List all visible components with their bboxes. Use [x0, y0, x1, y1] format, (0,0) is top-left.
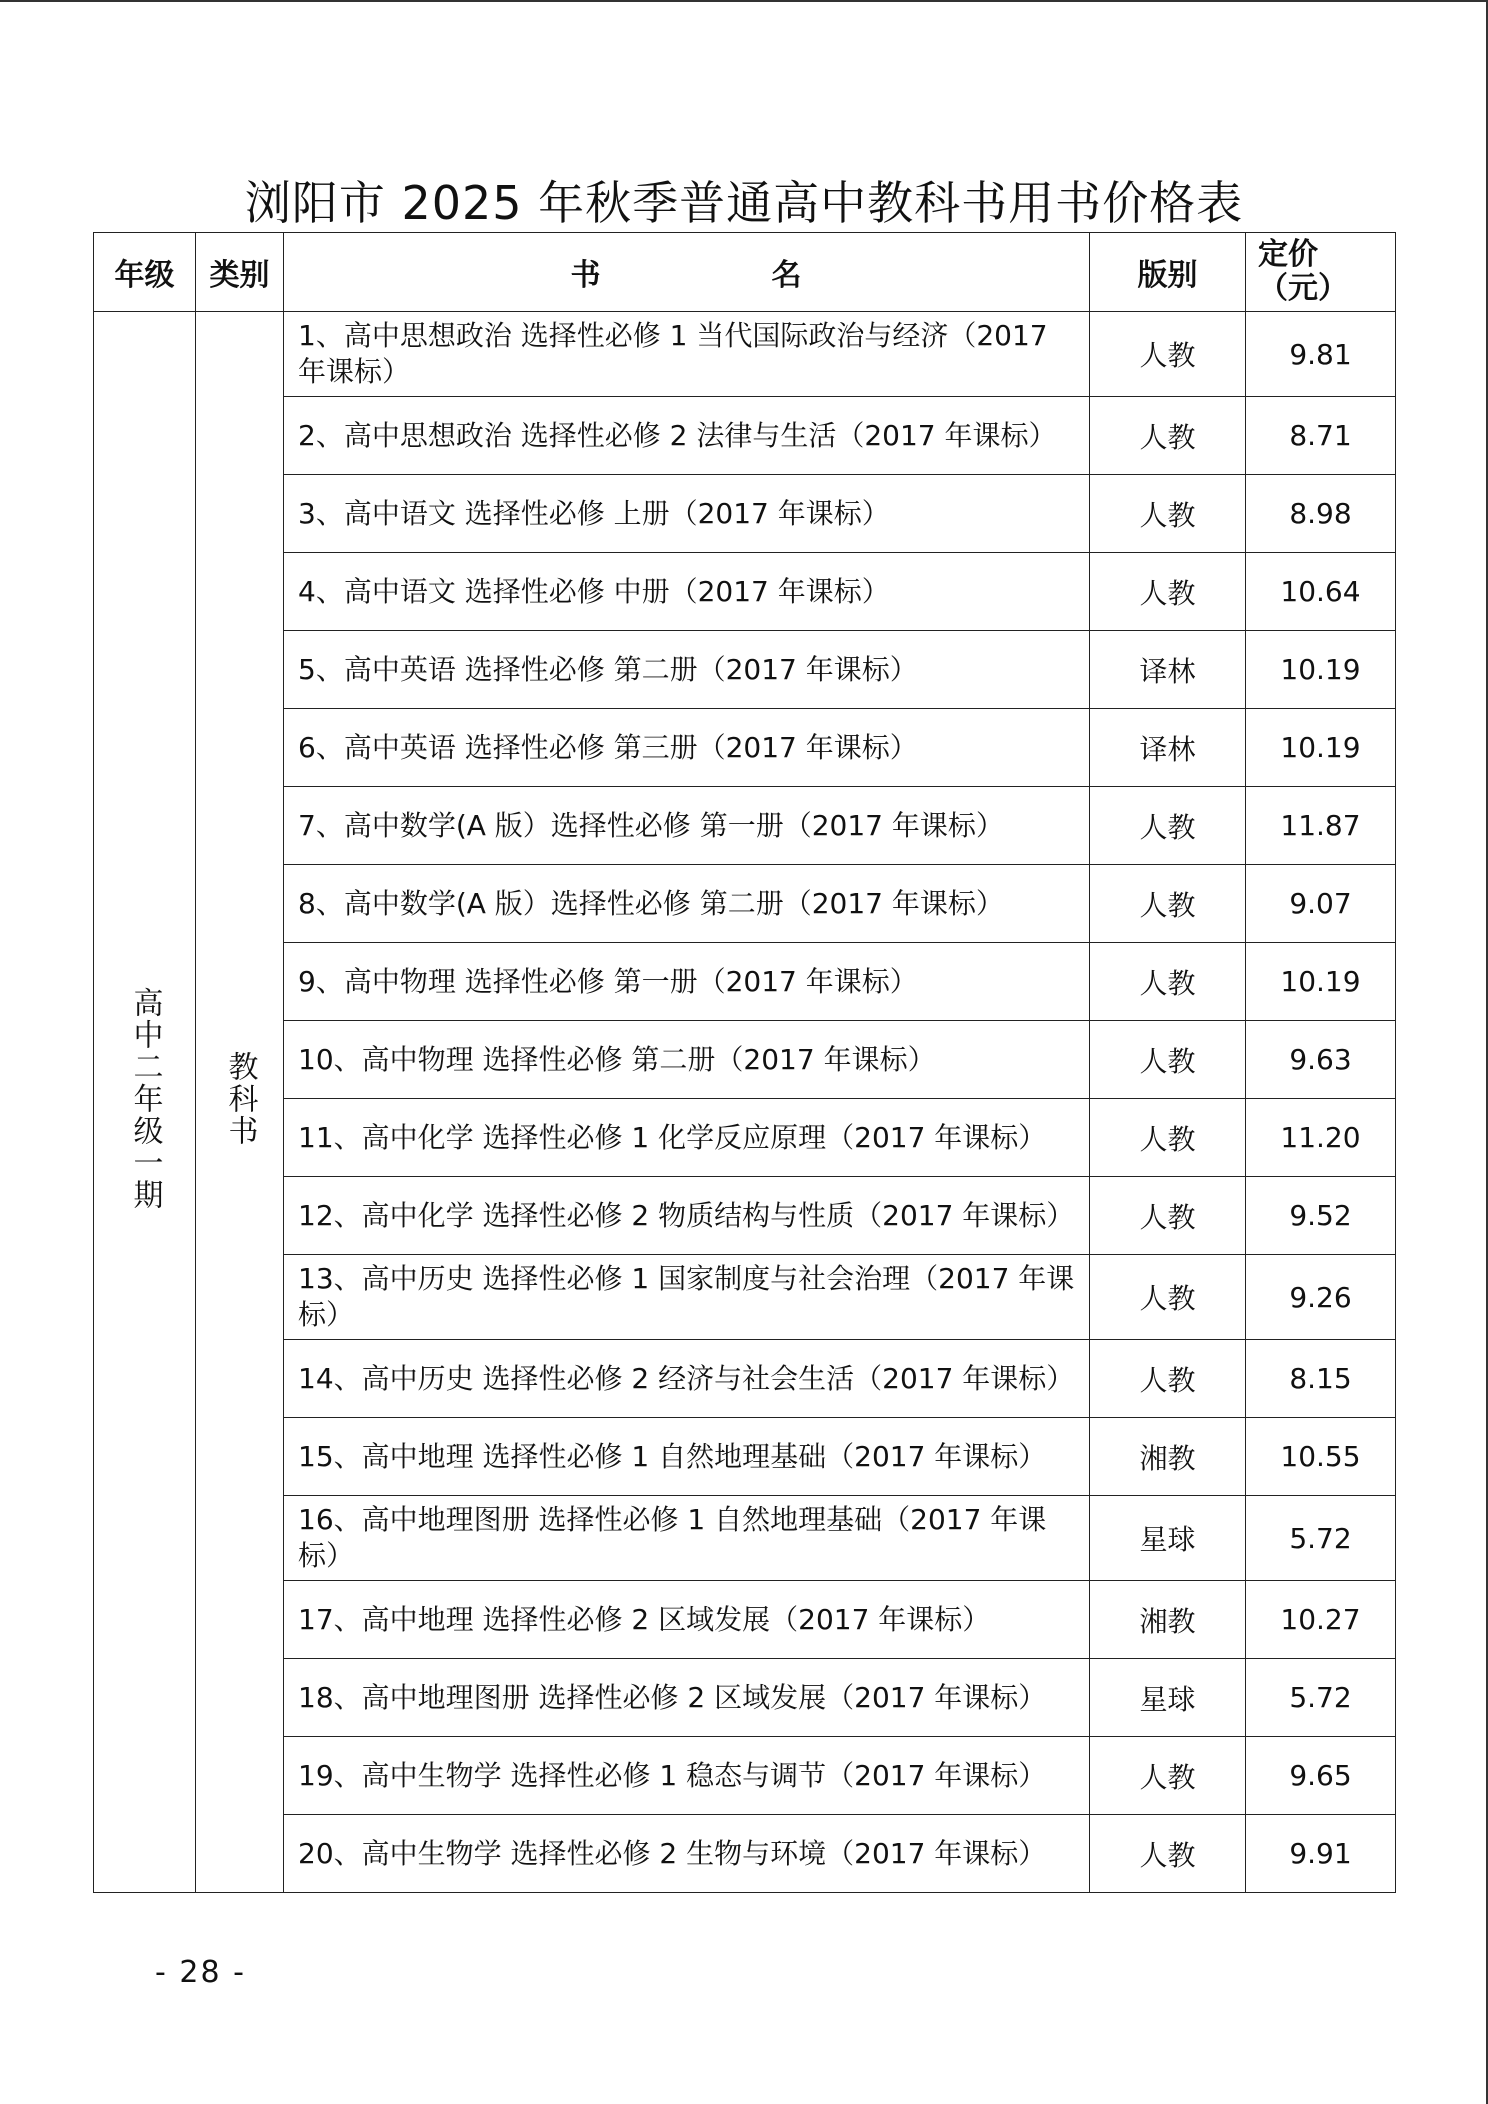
- table-row: [94, 553, 1396, 631]
- book-name-cell: 2、高中思想政治 选择性必修 2 法律与生活（2017 年课标）: [284, 397, 1090, 475]
- header-book-name-right: 名: [771, 258, 803, 293]
- edition-cell: 人教: [1090, 1099, 1246, 1177]
- edition-cell: 译林: [1090, 709, 1246, 787]
- book-name-cell: 17、高中地理 选择性必修 2 区域发展（2017 年课标）: [284, 1581, 1090, 1659]
- price-cell: 9.63: [1246, 1021, 1396, 1099]
- book-name-cell: 16、高中地理图册 选择性必修 1 自然地理基础（2017 年课标）: [284, 1496, 1090, 1581]
- book-name-cell: 6、高中英语 选择性必修 第三册（2017 年课标）: [284, 709, 1090, 787]
- table-row: [94, 475, 1396, 553]
- price-cell: 10.64: [1246, 553, 1396, 631]
- edition-cell: 人教: [1090, 865, 1246, 943]
- price-cell: 8.71: [1246, 397, 1396, 475]
- page-top-border: [0, 0, 1488, 2]
- edition-cell: 湘教: [1090, 1581, 1246, 1659]
- price-cell: 8.15: [1246, 1340, 1396, 1418]
- price-cell: 9.26: [1246, 1255, 1396, 1340]
- price-cell: 5.72: [1246, 1659, 1396, 1737]
- header-price-label: 定价: [1258, 237, 1318, 272]
- header-price: [1246, 233, 1396, 312]
- table-row: [94, 1581, 1396, 1659]
- table-row: [94, 312, 1396, 397]
- table-row: [94, 1815, 1396, 1893]
- header-price-unit: （元）: [1258, 271, 1348, 306]
- header-edition: 版别: [1090, 233, 1246, 312]
- price-cell: 11.87: [1246, 787, 1396, 865]
- edition-cell: 译林: [1090, 631, 1246, 709]
- book-name-cell: 12、高中化学 选择性必修 2 物质结构与性质（2017 年课标）: [284, 1177, 1090, 1255]
- price-cell: 9.52: [1246, 1177, 1396, 1255]
- edition-cell: 人教: [1090, 397, 1246, 475]
- book-name-cell: 19、高中生物学 选择性必修 1 稳态与调节（2017 年课标）: [284, 1737, 1090, 1815]
- document-title: 浏阳市 2025 年秋季普通高中教科书用书价格表: [244, 176, 1244, 230]
- price-cell: 11.20: [1246, 1099, 1396, 1177]
- book-name-cell: 9、高中物理 选择性必修 第一册（2017 年课标）: [284, 943, 1090, 1021]
- book-name-cell: 1、高中思想政治 选择性必修 1 当代国际政治与经济（2017 年课标）: [284, 312, 1090, 397]
- edition-cell: 人教: [1090, 1340, 1246, 1418]
- page-number: - 28 -: [155, 1955, 246, 1990]
- table-row: [94, 865, 1396, 943]
- table-body: [94, 312, 1396, 1893]
- book-name-cell: 8、高中数学(A 版）选择性必修 第二册（2017 年课标）: [284, 865, 1090, 943]
- edition-cell: 人教: [1090, 1255, 1246, 1340]
- book-name-cell: 10、高中物理 选择性必修 第二册（2017 年课标）: [284, 1021, 1090, 1099]
- price-cell: 9.07: [1246, 865, 1396, 943]
- table-row: [94, 1021, 1396, 1099]
- book-name-cell: 3、高中语文 选择性必修 上册（2017 年课标）: [284, 475, 1090, 553]
- grade-label: 高中二年级一期: [127, 986, 163, 1211]
- book-name-cell: 18、高中地理图册 选择性必修 2 区域发展（2017 年课标）: [284, 1659, 1090, 1737]
- price-cell: 10.55: [1246, 1418, 1396, 1496]
- edition-cell: 人教: [1090, 475, 1246, 553]
- price-cell: 9.65: [1246, 1737, 1396, 1815]
- book-name-cell: 11、高中化学 选择性必修 1 化学反应原理（2017 年课标）: [284, 1099, 1090, 1177]
- price-cell: 10.19: [1246, 631, 1396, 709]
- edition-cell: 人教: [1090, 553, 1246, 631]
- price-cell: 8.98: [1246, 475, 1396, 553]
- table-row: [94, 787, 1396, 865]
- table-row: [94, 1099, 1396, 1177]
- book-name-cell: 5、高中英语 选择性必修 第二册（2017 年课标）: [284, 631, 1090, 709]
- table-row: [94, 1177, 1396, 1255]
- table-row: [94, 1737, 1396, 1815]
- table-row: [94, 943, 1396, 1021]
- table-row: [94, 1496, 1396, 1581]
- category-cell: [196, 312, 284, 1893]
- price-cell: 9.81: [1246, 312, 1396, 397]
- price-cell: 10.19: [1246, 709, 1396, 787]
- header-grade: 年级: [94, 233, 196, 312]
- table-row: [94, 1659, 1396, 1737]
- edition-cell: 湘教: [1090, 1418, 1246, 1496]
- price-cell: 10.19: [1246, 943, 1396, 1021]
- table-header-row: [94, 233, 1396, 312]
- price-cell: 9.91: [1246, 1815, 1396, 1893]
- table-row: [94, 1418, 1396, 1496]
- edition-cell: 人教: [1090, 1737, 1246, 1815]
- price-table: [93, 232, 1396, 1893]
- book-name-cell: 7、高中数学(A 版）选择性必修 第一册（2017 年课标）: [284, 787, 1090, 865]
- table-row: [94, 631, 1396, 709]
- book-name-cell: 15、高中地理 选择性必修 1 自然地理基础（2017 年课标）: [284, 1418, 1090, 1496]
- edition-cell: 人教: [1090, 787, 1246, 865]
- edition-cell: 人教: [1090, 943, 1246, 1021]
- table-row: [94, 709, 1396, 787]
- book-name-cell: 14、高中历史 选择性必修 2 经济与社会生活（2017 年课标）: [284, 1340, 1090, 1418]
- edition-cell: 星球: [1090, 1496, 1246, 1581]
- header-category: 类别: [196, 233, 284, 312]
- edition-cell: 人教: [1090, 1815, 1246, 1893]
- category-label: 教科书: [222, 1050, 258, 1147]
- edition-cell: 星球: [1090, 1659, 1246, 1737]
- book-name-cell: 20、高中生物学 选择性必修 2 生物与环境（2017 年课标）: [284, 1815, 1090, 1893]
- book-name-cell: 13、高中历史 选择性必修 1 国家制度与社会治理（2017 年课标）: [284, 1255, 1090, 1340]
- book-name-cell: 4、高中语文 选择性必修 中册（2017 年课标）: [284, 553, 1090, 631]
- grade-cell: [94, 312, 196, 1893]
- header-book-name-left: 书: [570, 258, 602, 293]
- header-book-name: [284, 233, 1090, 312]
- price-cell: 5.72: [1246, 1496, 1396, 1581]
- edition-cell: 人教: [1090, 312, 1246, 397]
- edition-cell: 人教: [1090, 1177, 1246, 1255]
- table-row: [94, 1255, 1396, 1340]
- edition-cell: 人教: [1090, 1021, 1246, 1099]
- price-cell: 10.27: [1246, 1581, 1396, 1659]
- table-row: [94, 397, 1396, 475]
- table-row: [94, 1340, 1396, 1418]
